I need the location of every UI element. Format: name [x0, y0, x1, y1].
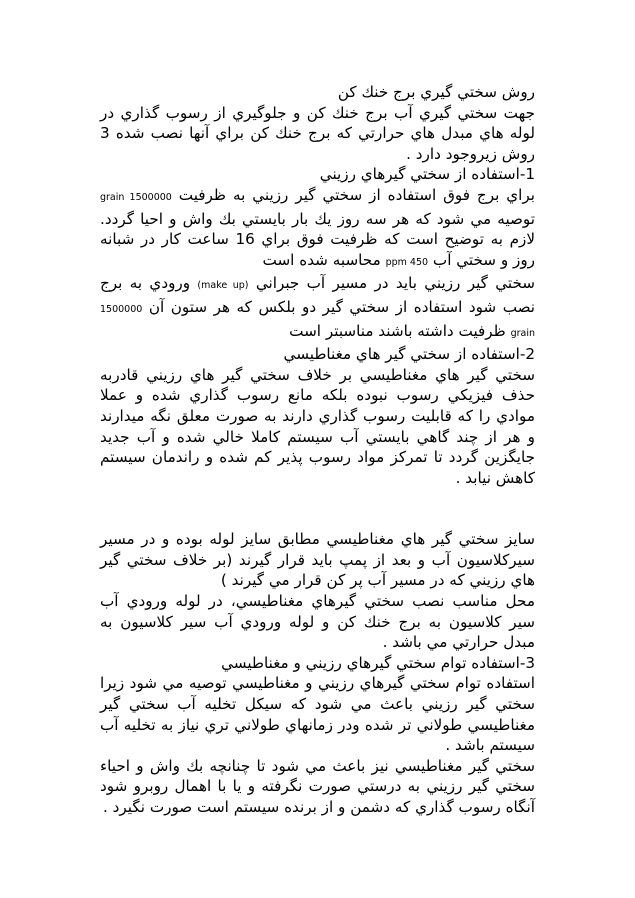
magnetic-location-paragraph: محل مناسب نصب سختي گيرهاي مغناطيسي، در لوله ورودي آب سير كلاسيون به برج خنك كن و لوله ورودي آب سير كلاسيون به مبدل حرارتي مي باشد .: [100, 592, 535, 652]
document-body: [100, 82, 535, 818]
resin-install-paragraph: [100, 273, 535, 344]
resin-capacity-text-b: توصيه مي شود كه هر سه روز يك بار بايستي بك واش و احيا گردد. لازم به توضيح است كه ظرفيت فوق براي 16 ساعت كار در شبانه روز و سختي آب: [100, 209, 536, 269]
resin-capacity-paragraph: [100, 185, 535, 273]
section-2-heading: 2-استفاده از سختي گير هاي مغناطيسي: [283, 345, 535, 364]
magnetic-description-paragraph: سختي گير هاي مغناطيسي بر خلاف سختي گير هاي رزيني قادربه حذف فيزيكي رسوب نبوده بلكه مانع رسوب گذاري شده و عملا موادي را كه قابليت رسوب گذاري دارند به صورت معلق نگه ميدارند و هر از چند گاهي بايستي آب سيستم كاملا خالي شده و آب جديد جايگزين گردد تا تمركز مواد رسوب پذير كم شده و راندمان سيستم كاهش نيابد .: [100, 365, 535, 487]
section-1-heading: 1-استفاده از سختي گيرهاي رزيني: [319, 165, 535, 184]
blank-line: [100, 488, 535, 529]
magnetic-size-paragraph: سايز سختي گير هاي مغناطيسي مطابق سايز لوله بوده و در مسير سيركلاسيون آب و بعد از پمپ بايد قرار گيرند (بر خلاف سختي گير هاي رزيني كه در مسير آب پر كن قرار مي گيرند ): [100, 530, 535, 590]
column-capacity-value: 1500000 grain: [100, 303, 535, 339]
resin-capacity-text-a: براي برج فوق استفاده از سختي گير رزيني به ظرفيت: [178, 185, 535, 204]
resin-install-text-c: ظرفيت داشته باشند مناسبتر است: [289, 321, 506, 340]
combined-use-paragraph: استفاده توام سختي گيرهاي رزيني و مغناطيسي توصيه مي شود زيرا سختي گير رزيني باعث مي شود كه سيكل تخليه آب سختي گير مغناطيسي طولاني تر شده ودر زمانهاي طولاني تري نياز به تخليه آب سيستم باشد .: [100, 674, 535, 755]
capacity-value: 1500000 grain: [100, 191, 172, 203]
resin-capacity-text-c: محاسبه شده است: [262, 250, 381, 269]
conclusion-paragraph: سختي گير مغناطيسي نيز باعث مي شود تا چنانچه بك واش و احياء سختي گير رزيني به درستي صورت نگرفته و يا با اهمال روبرو شود آنگاه رسوب گذاري كه دشمن و از برنده سيستم است صورت نگيرد .: [100, 756, 535, 816]
hardness-value: 450 ppm: [385, 256, 429, 268]
make-up-label: (make up): [197, 280, 249, 292]
resin-install-text-a: سختي گير رزيني بايد در مسير آب جبراني: [255, 274, 536, 293]
section-3-heading: 3-استفاده توام سختي گيرهاي رزيني و مغناطيسي: [221, 653, 535, 672]
document-title: روش سختي گيري برج خنك كن: [337, 83, 535, 101]
intro-paragraph: جهت سختي گيري آب برج خنك كن و جلوگيري از رسوب گذاري در لوله هاي مبدل هاي حرارتي كه برج خنك كن براي آنها نصب شده 3 روش زيروجود دارد .: [100, 103, 535, 163]
resin-install-text-b: ورودي به برج نصب شود استفاده از سختي گير دو بلكس كه هر ستون آن: [100, 274, 536, 316]
